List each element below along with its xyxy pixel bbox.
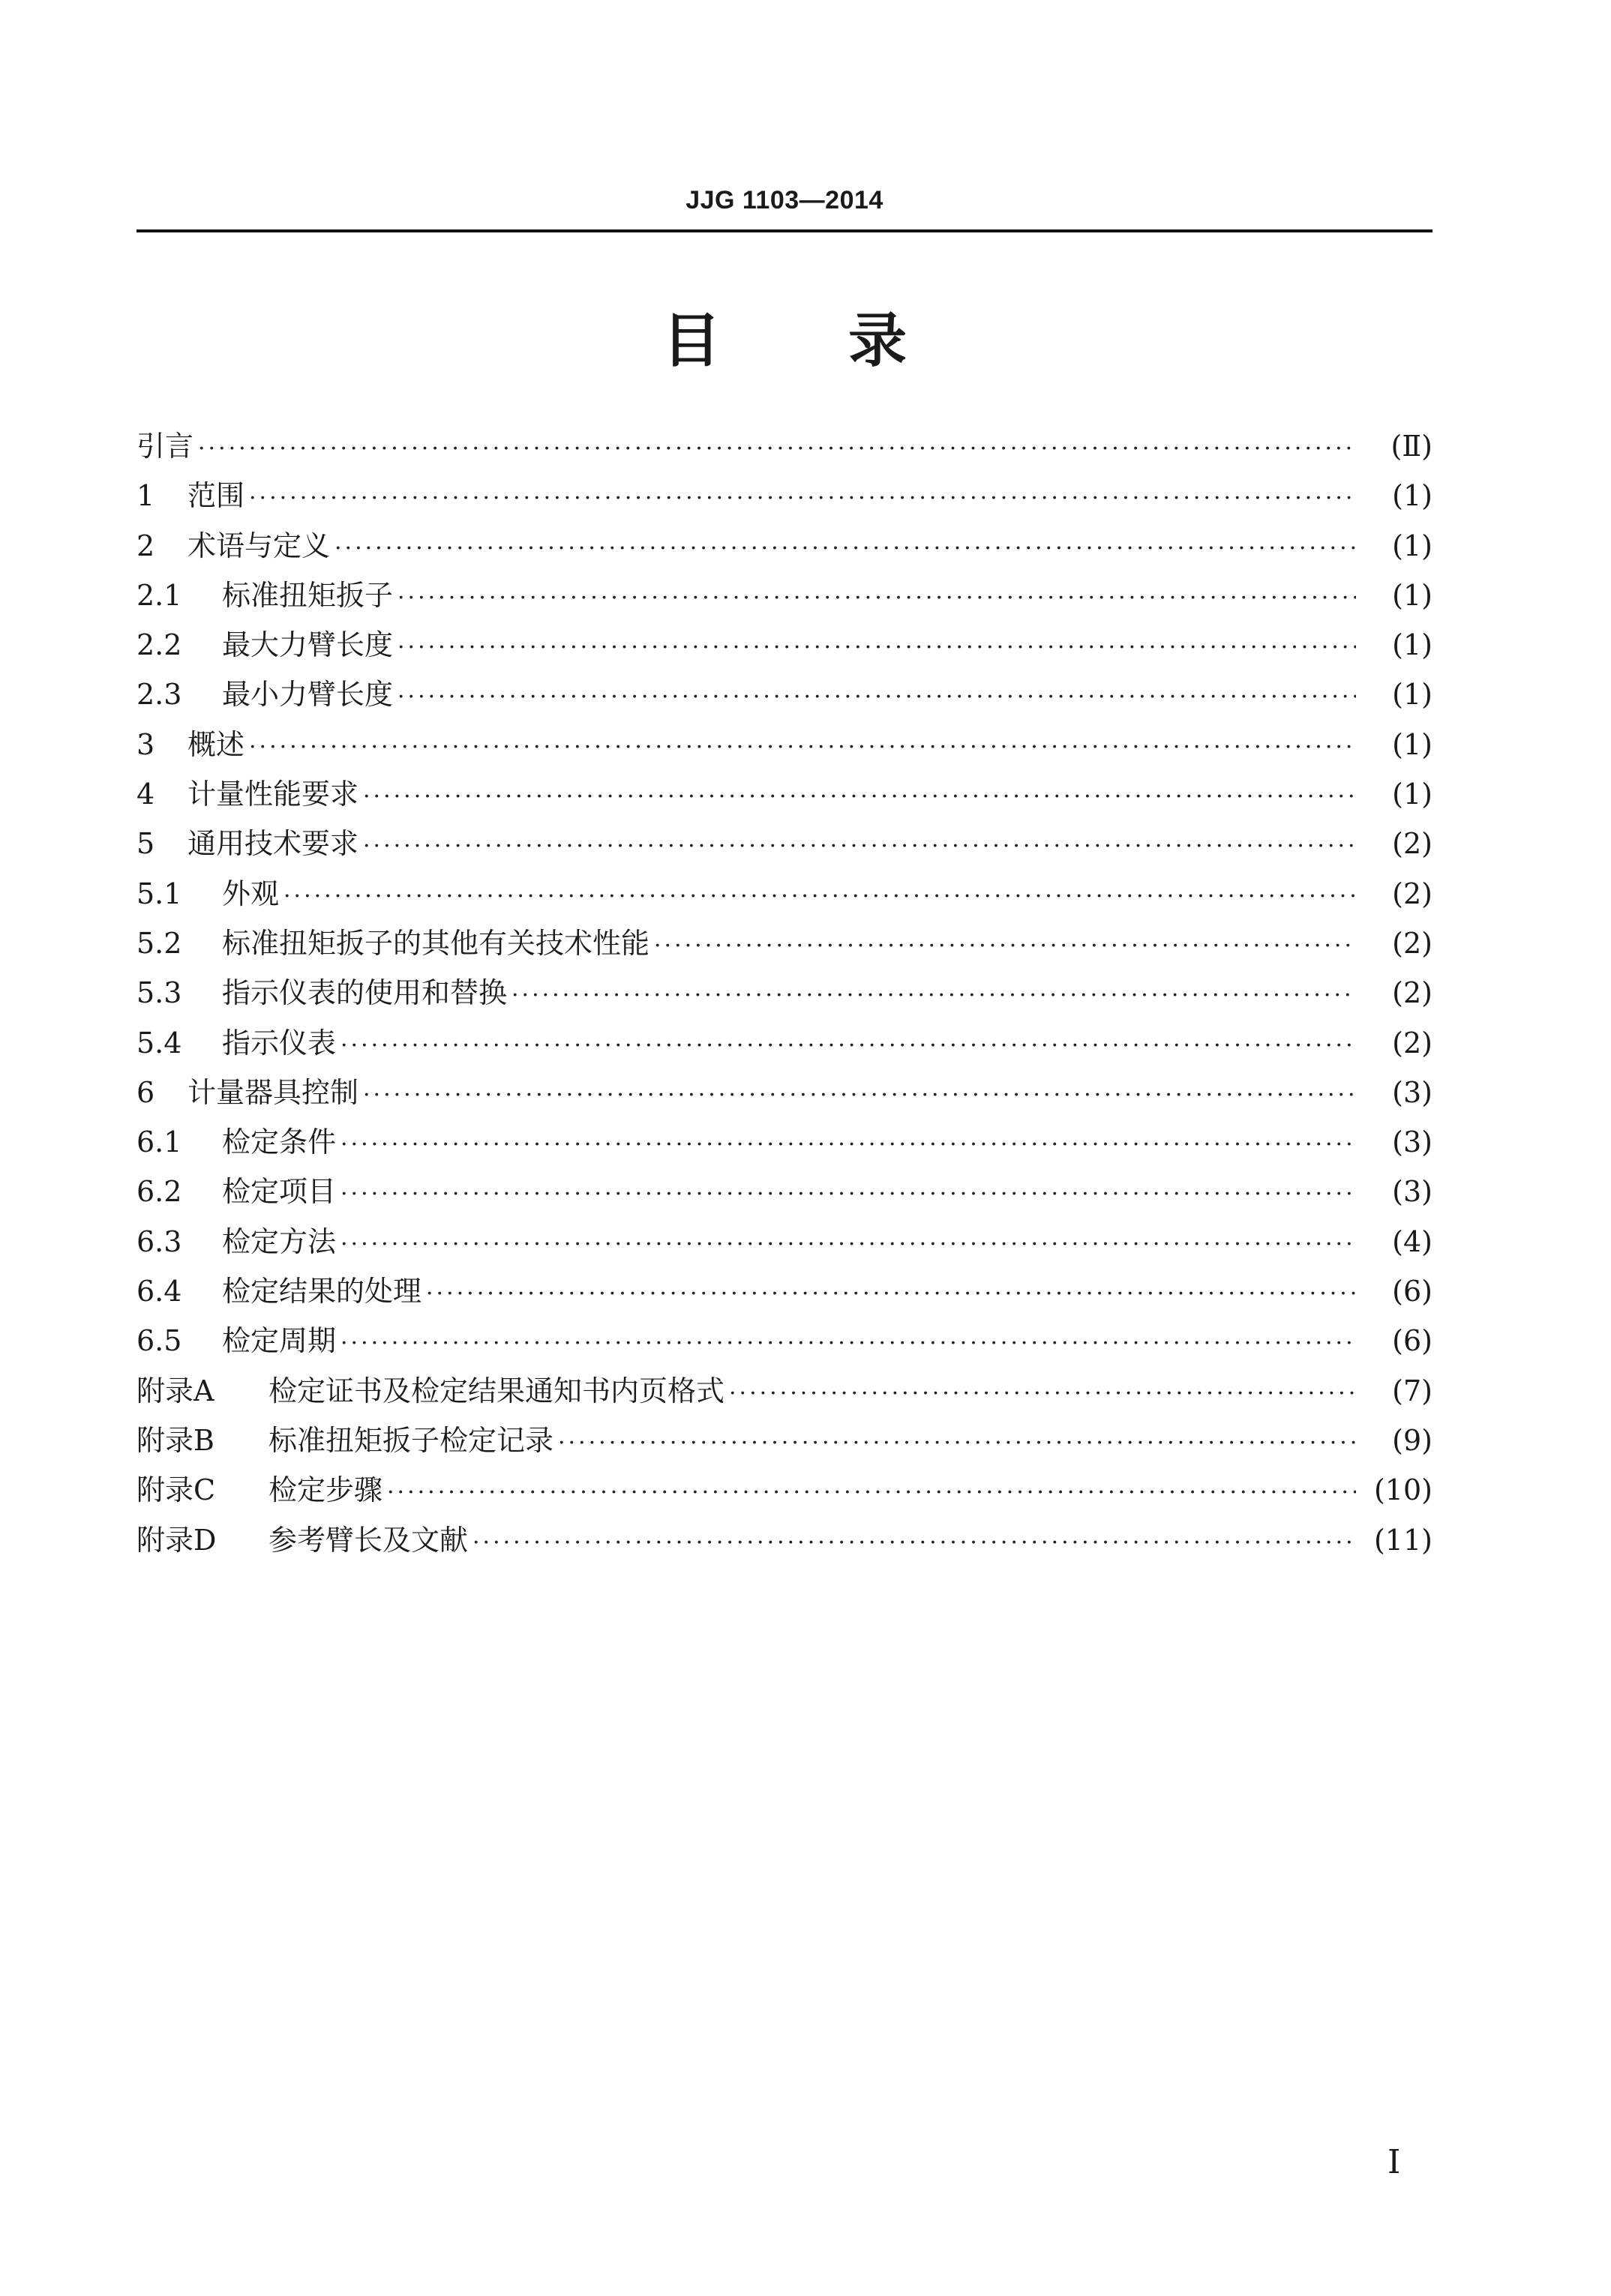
toc-entry[interactable] [136, 1368, 1432, 1417]
toc-entry-page: (1) [1392, 727, 1432, 761]
toc-entry[interactable] [136, 871, 1432, 920]
toc-title [136, 307, 1432, 375]
toc-leader-dots [398, 585, 1356, 611]
toc-entry-page: (10) [1373, 1473, 1432, 1507]
toc-entry-title: 检定方法 [222, 1224, 337, 1258]
toc-entry[interactable] [136, 1417, 1432, 1467]
toc-entry[interactable] [136, 920, 1432, 970]
toc-entry[interactable] [136, 423, 1432, 472]
toc-leader-dots [363, 833, 1356, 859]
toc-entry-number: 附录B [136, 1423, 214, 1457]
toc-entry-title: 计量器具控制 [188, 1075, 359, 1109]
toc-entry-number: 6.4 [136, 1275, 182, 1308]
toc-leader-dots [340, 1330, 1356, 1356]
toc-leader-dots [340, 1033, 1356, 1059]
toc-entry-number: 附录A [136, 1374, 214, 1407]
toc-entry-page: (1) [1392, 479, 1432, 513]
toc-entry-number: 6.5 [136, 1324, 182, 1358]
toc-entry-title: 检定步骤 [268, 1473, 383, 1507]
toc-entry[interactable] [136, 1168, 1432, 1218]
toc-entry-number: 6.2 [136, 1175, 182, 1209]
toc-leader-dots [398, 684, 1356, 710]
toc-entry-title: 外观 [222, 877, 280, 910]
toc-entry-page: (1) [1392, 778, 1432, 811]
toc-leader-dots [654, 933, 1356, 959]
toc-entry[interactable] [136, 1069, 1432, 1119]
toc-entry[interactable] [136, 1119, 1432, 1168]
toc-leader-dots [387, 1479, 1356, 1506]
toc-entry-page: (2) [1392, 976, 1432, 1010]
toc-entry-title: 检定项目 [222, 1175, 337, 1209]
toc-entry-number: 5.4 [136, 1026, 182, 1060]
table-of-contents [136, 423, 1432, 1566]
toc-entry-number: 2.2 [136, 628, 182, 662]
toc-entry-number: 5.2 [136, 926, 182, 960]
toc-leader-dots [334, 535, 1356, 562]
toc-entry-number: 5.3 [136, 976, 182, 1010]
toc-entry-title: 计量性能要求 [188, 778, 359, 811]
toc-entry-page: (4) [1392, 1224, 1432, 1258]
toc-entry-page: (2) [1392, 827, 1432, 861]
toc-entry-page: (9) [1392, 1423, 1432, 1457]
toc-entry-title: 最大力臂长度 [222, 628, 394, 662]
toc-entry-number: 2.3 [136, 678, 182, 712]
toc-entry-title: 通用技术要求 [188, 827, 359, 861]
toc-leader-dots [249, 485, 1356, 511]
toc-entry-title: 引言 [136, 430, 194, 463]
toc-leader-dots [363, 784, 1356, 810]
toc-leader-dots [558, 1430, 1356, 1456]
toc-leader-dots [426, 1281, 1356, 1307]
toc-entry[interactable] [136, 622, 1432, 671]
toc-entry-page: (1) [1392, 529, 1432, 562]
toc-entry-page: (1) [1392, 628, 1432, 662]
toc-entry[interactable] [136, 1317, 1432, 1367]
toc-entry-title: 指示仪表的使用和替换 [222, 976, 508, 1010]
toc-entry-number: 5.1 [136, 877, 182, 910]
toc-title-part2: 录 [848, 307, 908, 375]
toc-entry-page: (3) [1392, 1075, 1432, 1109]
toc-entry-title: 检定周期 [222, 1324, 337, 1358]
toc-entry-number: 5 [136, 827, 155, 861]
toc-entry-page: (2) [1392, 877, 1432, 910]
toc-entry-page: (1) [1392, 678, 1432, 712]
toc-entry-page: (7) [1392, 1374, 1432, 1407]
toc-entry-title: 标准扭矩扳子 [222, 578, 394, 612]
toc-leader-dots [729, 1380, 1356, 1407]
toc-title-part1: 目 [662, 307, 721, 375]
toc-entry[interactable] [136, 1467, 1432, 1516]
toc-entry-number: 3 [136, 727, 155, 761]
toc-entry-title: 检定证书及检定结果通知书内页格式 [268, 1374, 725, 1407]
toc-entry-page: (1) [1392, 578, 1432, 612]
toc-entry-number: 2.1 [136, 578, 182, 612]
standard-code-header: JJG 1103—2014 [686, 186, 884, 214]
toc-entry-number: 1 [136, 479, 155, 513]
toc-entry-page: (Ⅱ) [1390, 430, 1432, 463]
toc-entry-page: (11) [1373, 1523, 1432, 1557]
toc-entry-page: (2) [1392, 926, 1432, 960]
toc-leader-dots [512, 982, 1356, 1009]
toc-leader-dots [363, 1082, 1356, 1108]
toc-entry-title: 检定条件 [222, 1126, 337, 1159]
toc-entry-number: 附录D [136, 1523, 217, 1557]
toc-entry-page: (3) [1392, 1126, 1432, 1159]
toc-entry[interactable] [136, 472, 1432, 522]
toc-entry[interactable] [136, 1517, 1432, 1566]
toc-entry-number: 6.3 [136, 1224, 182, 1258]
toc-entry-number: 6 [136, 1075, 155, 1109]
toc-leader-dots [340, 1231, 1356, 1257]
toc-entry-page: (2) [1392, 1026, 1432, 1060]
toc-entry-title: 指示仪表 [222, 1026, 337, 1060]
toc-entry[interactable] [136, 820, 1432, 870]
toc-entry-title: 检定结果的处理 [222, 1275, 422, 1308]
toc-entry[interactable] [136, 671, 1432, 721]
toc-entry-title: 标准扭矩扳子检定记录 [268, 1423, 554, 1457]
toc-leader-dots [398, 634, 1356, 661]
toc-entry[interactable] [136, 721, 1432, 771]
toc-entry[interactable] [136, 1218, 1432, 1268]
toc-entry[interactable] [136, 572, 1432, 622]
page-number: I [1388, 2143, 1401, 2181]
toc-entry-title: 最小力臂长度 [222, 678, 394, 712]
toc-entry-page: (3) [1392, 1175, 1432, 1209]
toc-entry-title: 概述 [188, 727, 245, 761]
toc-leader-dots [472, 1530, 1356, 1556]
toc-leader-dots [284, 883, 1356, 910]
toc-entry-number: 6.1 [136, 1126, 182, 1159]
toc-entry-page: (6) [1392, 1275, 1432, 1308]
toc-entry-title: 范围 [188, 479, 245, 513]
toc-entry[interactable] [136, 970, 1432, 1019]
toc-entry-number: 2 [136, 529, 155, 562]
toc-entry[interactable] [136, 1020, 1432, 1069]
toc-entry[interactable] [136, 771, 1432, 820]
toc-entry-title: 术语与定义 [188, 529, 331, 562]
toc-entry-number: 4 [136, 778, 155, 811]
toc-leader-dots [340, 1132, 1356, 1158]
toc-entry[interactable] [136, 523, 1432, 572]
toc-entry-page: (6) [1392, 1324, 1432, 1358]
header-rule [136, 229, 1432, 232]
toc-entry-title: 标准扭矩扳子的其他有关技术性能 [222, 926, 650, 960]
toc-leader-dots [340, 1181, 1356, 1207]
toc-entry[interactable] [136, 1268, 1432, 1317]
toc-entry-title: 参考臂长及文献 [268, 1523, 469, 1557]
toc-entry-number: 附录C [136, 1473, 216, 1507]
toc-leader-dots [249, 734, 1356, 760]
toc-leader-dots [198, 436, 1356, 462]
